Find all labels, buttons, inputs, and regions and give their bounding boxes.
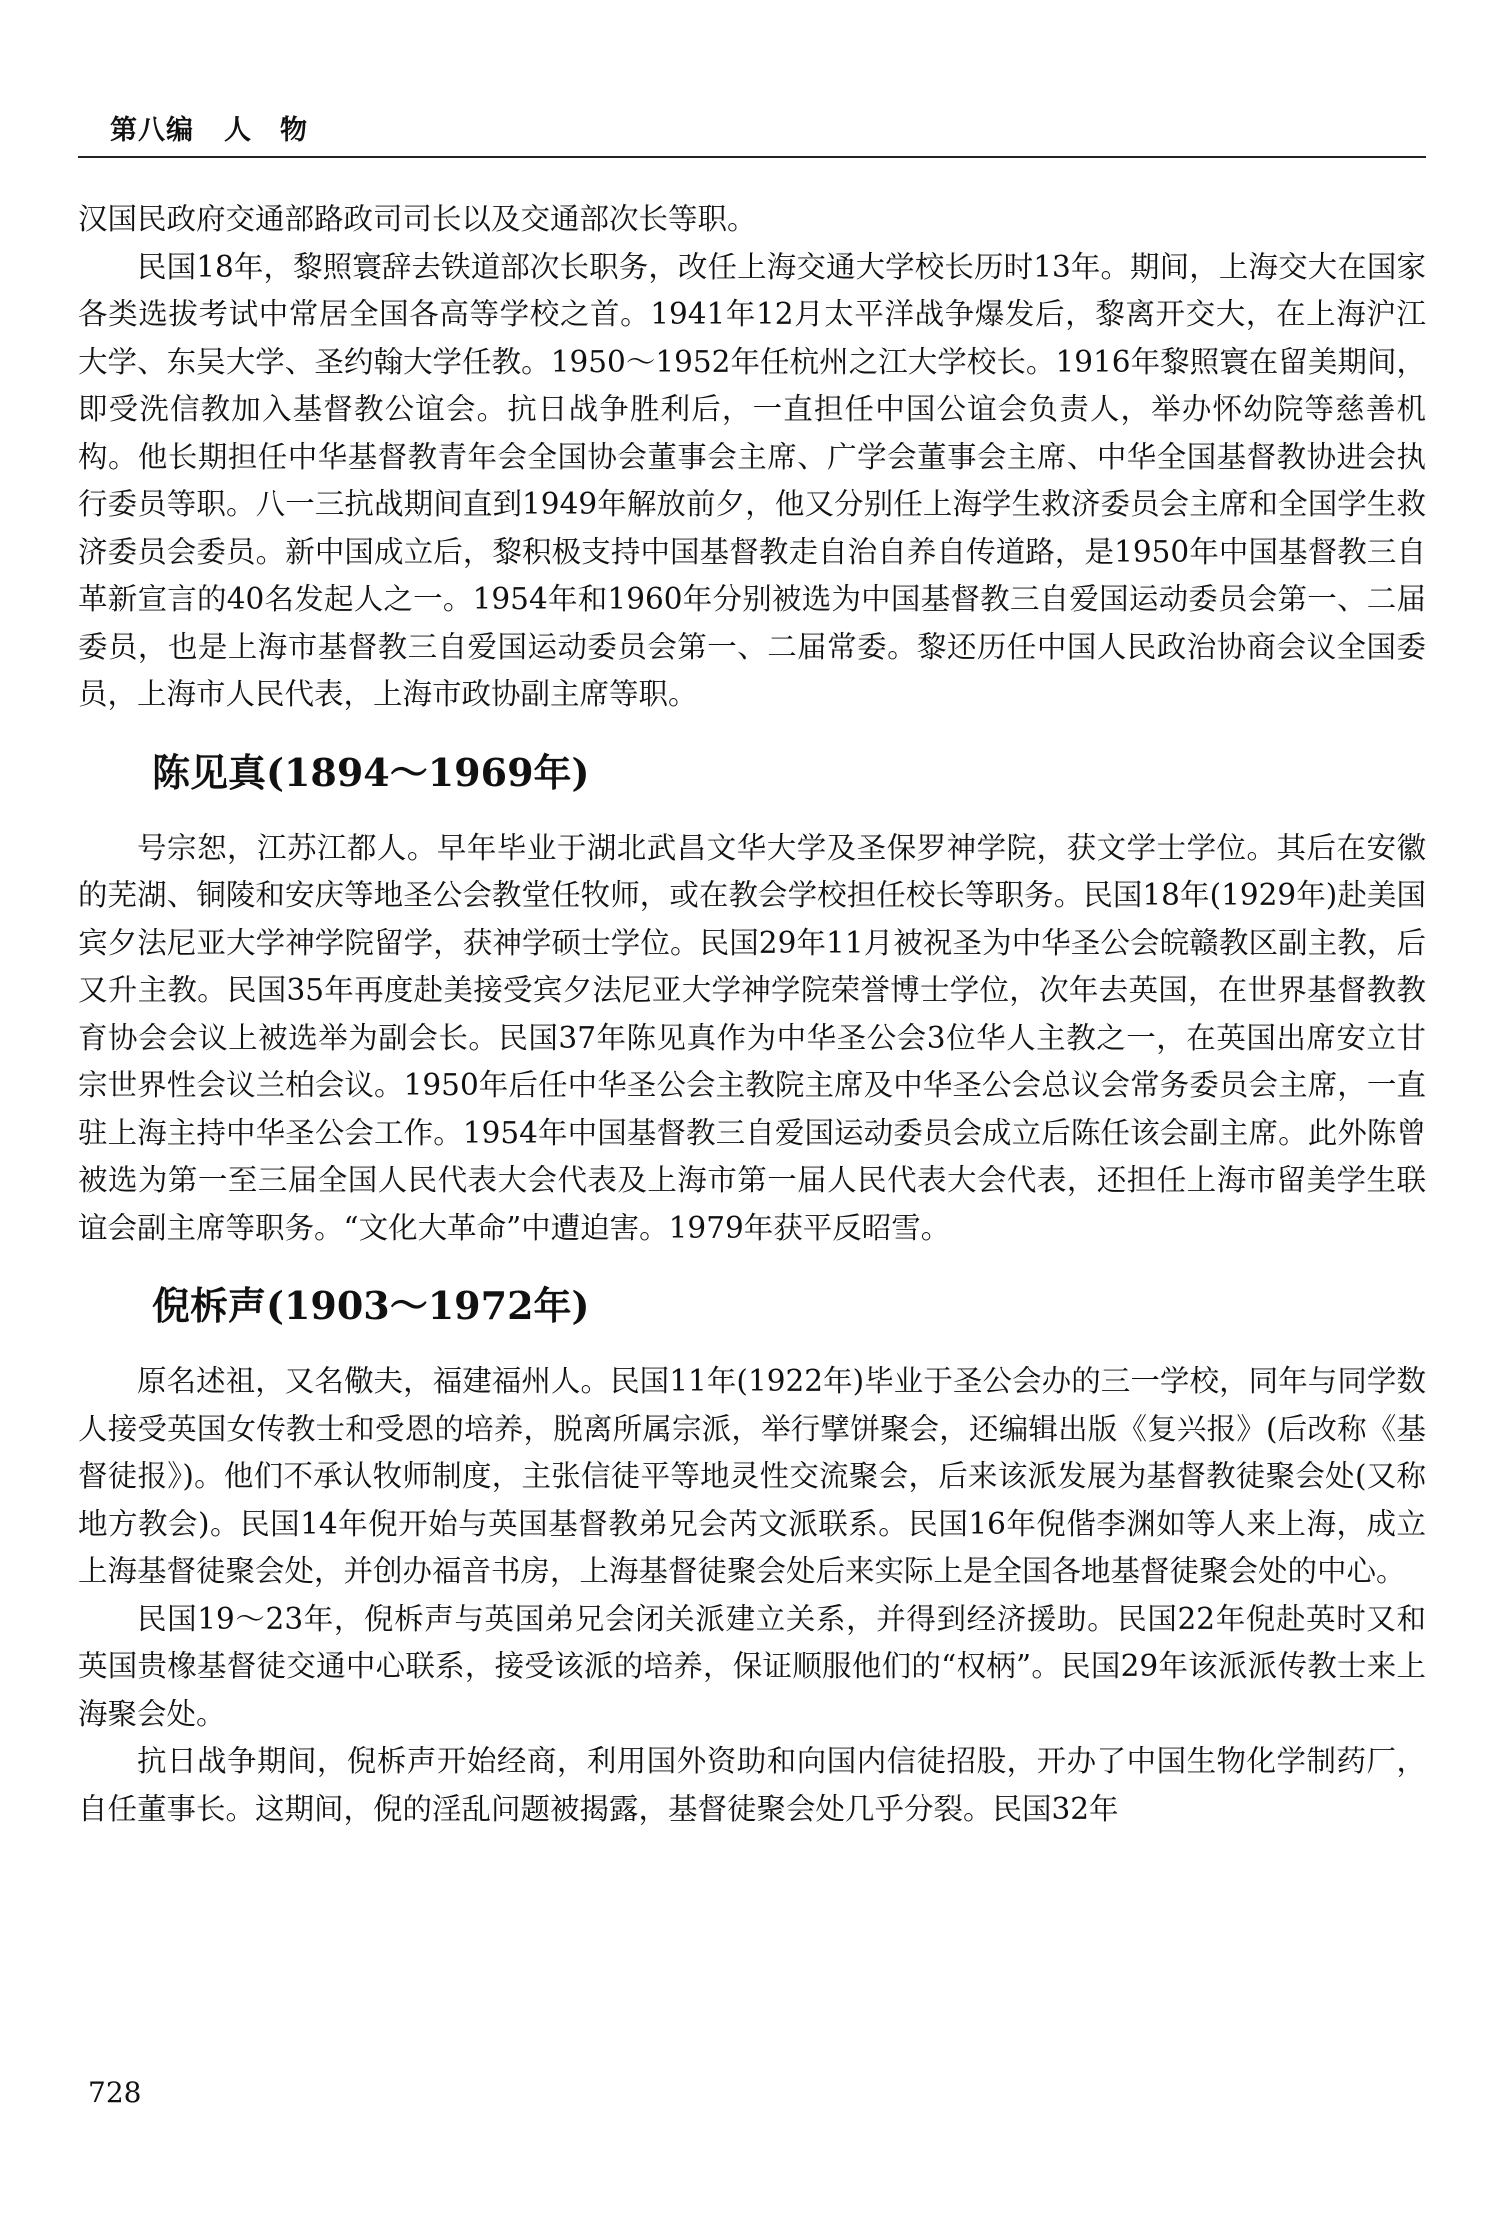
paragraph: 抗日战争期间，倪柝声开始经商，利用国外资助和向国内信徒招股，开办了中国生物化学制药厂，自任董事长。这期间，倪的淫乱问题被揭露，基督徒聚会处几乎分裂。民国32年 <box>78 1744 1426 1826</box>
paragraph: 汉国民政府交通部路政司司长以及交通部次长等职。 <box>78 202 757 236</box>
paragraph: 民国18年，黎照寰辞去铁道部次长职务，改任上海交通大学校长历时13年。期间，上海交大在国家各类选拔考试中常居全国各高等学校之首。1941年12月太平洋战争爆发后，黎离开交大，在上海沪江大学、东吴大学、圣约翰大学任教。1950～1952年任杭州之江大学校长。1916年黎照寰在留美期间，即受洗信教加入基督教公谊会。抗日战争胜利后，一直担任中国公谊会负责人，举办怀幼院等慈善机构。他长期担任中华基督教青年会全国协会董事会主席、广学会董事会主席、中华全国基督教协进会执行委员等职。八一三抗战期间直到1949年解放前夕，他又分别任上海学生救济委员会主席和全国学生救济委员会委员。新中国成立后，黎积极支持中国基督教走自治自养自传道路，是1950年中国基督教三自革新宣言的40名发起人之一。1954年和1960年分别被选为中国基督教三自爱国运动委员会第一、二届委员，也是上海市基督教三自爱国运动委员会第一、二届常委。黎还历任中国人民政治协商会议全国委员，上海市人民代表，上海市政协副主席等职。 <box>78 249 1426 711</box>
paragraph: 民国19～23年，倪柝声与英国弟兄会闭关派建立关系，并得到经济援助。民国22年倪赴英时又和英国贵橡基督徒交通中心联系，接受该派的培养，保证顺服他们的“权柄”。民国29年该派派传教士来上海聚会处。 <box>78 1601 1426 1731</box>
section-heading-ni: 倪柝声(1903～1972年) <box>152 1283 590 1328</box>
header-title: 人 物 <box>224 115 308 146</box>
running-header <box>110 108 308 147</box>
page-body <box>78 196 1426 1833</box>
paragraph: 号宗恕，江苏江都人。早年毕业于湖北武昌文华大学及圣保罗神学院，获文学士学位。其后在安徽的芜湖、铜陵和安庆等地圣公会教堂任牧师，或在教会学校担任校长等职务。民国18年(1929年)赴美国宾夕法尼亚大学神学院留学，获神学硕士学位。民国29年11月被祝圣为中华圣公会皖赣教区副主教，后又升主教。民国35年再度赴美接受宾夕法尼亚大学神学院荣誉博士学位，次年去英国，在世界基督教教育协会会议上被选举为副会长。民国37年陈见真作为中华圣公会3位华人主教之一，在英国出席安立甘宗世界性会议兰柏会议。1950年后任中华圣公会主教院主席及中华圣公会总议会常务委员会主席，一直驻上海主持中华圣公会工作。1954年中国基督教三自爱国运动委员会成立后陈任该会副主席。此外陈曾被选为第一至三届全国人民代表大会代表及上海市第一届人民代表大会代表，还担任上海市留美学生联谊会副主席等职务。“文化大革命”中遭迫害。1979年获平反昭雪。 <box>78 830 1426 1245</box>
header-section: 第八编 <box>110 115 194 146</box>
paragraph: 原名述祖，又名儆夫，福建福州人。民国11年(1922年)毕业于圣公会办的三一学校，同年与同学数人接受英国女传教士和受恩的培养，脱离所属宗派，举行擘饼聚会，还编辑出版《复兴报》(后改称《基督徒报》)。他们不承认牧师制度，主张信徒平等地灵性交流聚会，后来该派发展为基督教徒聚会处(又称地方教会)。民国14年倪开始与英国基督教弟兄会芮文派联系。民国16年倪偕李渊如等人来上海，成立上海基督徒聚会处，并创办福音书房，上海基督徒聚会处后来实际上是全国各地基督徒聚会处的中心。 <box>78 1364 1426 1588</box>
header-rule <box>78 156 1426 158</box>
page-number: 728 <box>88 2076 142 2109</box>
section-heading-chen: 陈见真(1894～1969年) <box>152 749 590 795</box>
